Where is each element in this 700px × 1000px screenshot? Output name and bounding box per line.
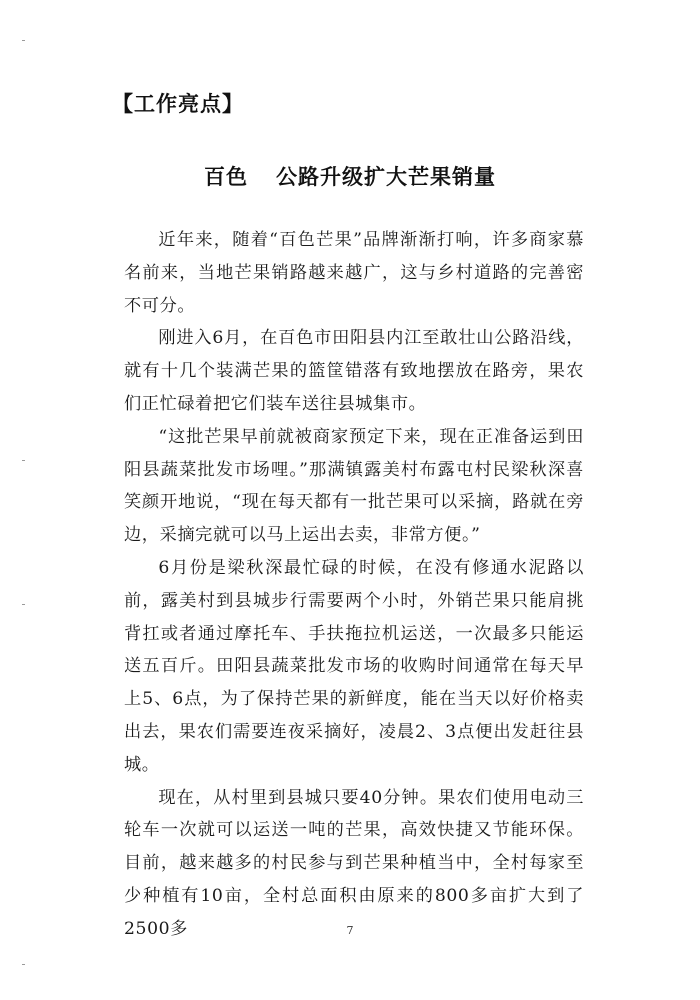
document-title	[0, 161, 700, 191]
paragraph: 近年来，随着“百色芒果”品牌渐渐打响，许多商家慕名前来，当地芒果销路越来越广，这与乡村道路的完善密不可分。	[124, 230, 584, 316]
paragraph: 6月份是梁秋深最忙碌的时候，在没有修通水泥路以前，露美村到县城步行需要两个小时，外销芒果只能肩挑背扛或者通过摩托车、手扶拖拉机运送，一次最多只能运送五百斤。田阳县蔬菜批发市场的收购时间通常在每天早上5、6点，为了保持芒果的新鲜度，能在当天以好价格卖出去，果农们需要连夜采摘好，凌晨2、3点便出发赶往县城。	[124, 557, 584, 775]
paragraph: 刚进入6月，在百色市田阳县内江至敢壮山公路沿线，就有十几个装满芒果的篮筐错落有致地摆放在路旁，果农们正忙碌着把它们装车送往县城集市。	[124, 328, 584, 414]
title-place: 百色	[204, 165, 248, 189]
title-headline: 公路升级扩大芒果销量	[276, 165, 496, 189]
section-label: 【工作亮点】	[112, 92, 244, 116]
article-body	[124, 224, 584, 946]
margin-mark	[22, 40, 25, 41]
margin-mark	[22, 964, 25, 965]
page-number: 7	[346, 924, 354, 937]
paragraph: “这批芒果早前就被商家预定下来，现在正准备运到田阳县蔬菜批发市场哩。”那满镇露美村布露屯村民梁秋深喜笑颜开地说，“现在每天都有一批芒果可以采摘，路就在旁边，采摘完就可以马上运出去卖，非常方便。”	[124, 426, 584, 546]
margin-mark	[22, 460, 25, 461]
paragraph: 现在，从村里到县城只要40分钟。果农们使用电动三轮车一次就可以运送一吨的芒果，高效快捷又节能环保。目前，越来越多的村民参与到芒果种植当中，全村每家至少种植有10亩，全村总面积由原来的800多亩扩大到了2500多	[124, 787, 584, 939]
margin-mark	[22, 604, 25, 605]
